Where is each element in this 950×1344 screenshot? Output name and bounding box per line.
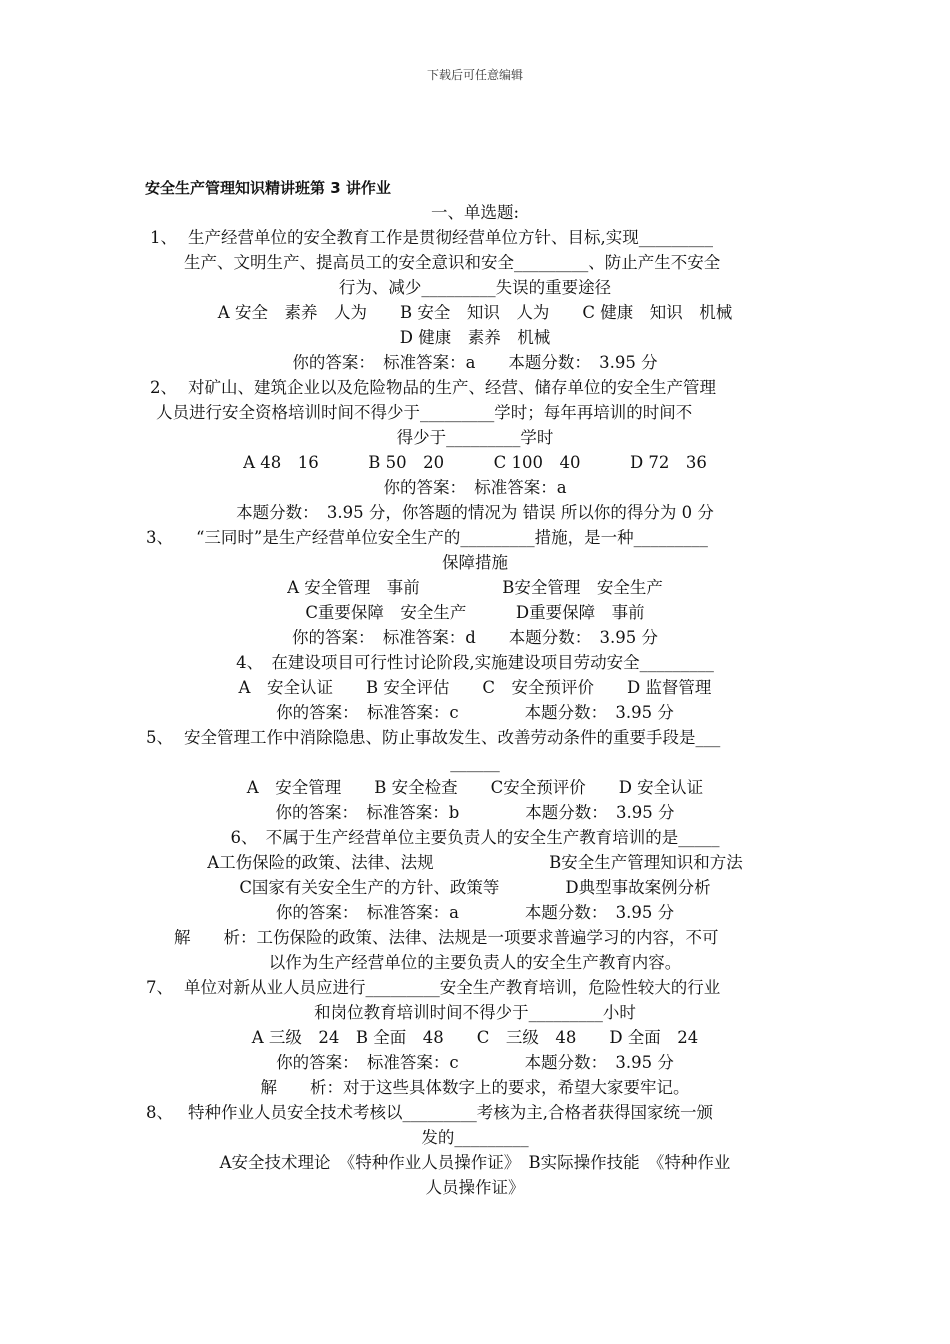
explanation: 解 析：对于这些具体数字上的要求，希望大家要牢记。 <box>260 1078 690 1097</box>
question-2 <box>140 375 810 400</box>
question-1 <box>140 225 810 250</box>
question-text: ______ <box>450 753 500 772</box>
question-text: “三同时”是生产经营单位安全生产的_________措施，是一种_________ <box>196 528 708 547</box>
question-text: 人员进行安全资格培训时间不得少于_________学时；每年再培训的时间不 <box>156 403 693 422</box>
question-3 <box>140 525 810 550</box>
answer-options: 人员操作证》 <box>425 1178 525 1197</box>
answer-result: 你的答案： 标准答案：a <box>383 478 567 497</box>
answer-result: 你的答案： 标准答案：a 本题分数： 3.95 分 <box>292 353 658 372</box>
section-heading: 一、单选题: <box>430 203 520 222</box>
question-text: 保障措施 <box>442 553 508 572</box>
document-body <box>140 200 810 1200</box>
question-number: 8、 <box>146 1103 173 1122</box>
question-text: 安全管理工作中消除隐患、防止事故发生、改善劳动条件的重要手段是___ <box>184 728 721 747</box>
question-text: 发的_________ <box>421 1128 529 1147</box>
question-number: 1、 <box>150 228 177 247</box>
document-title: 安全生产管理知识精讲班第 3 讲作业 <box>145 179 391 197</box>
question-text: 行为、减少_________失误的重要途径 <box>338 278 612 297</box>
question-text: 生产经营单位的安全教育工作是贯彻经营单位方针、目标,实现_________ <box>188 228 713 247</box>
answer-options: A 安全管理 B 安全检查 C安全预评价 D 安全认证 <box>246 778 704 797</box>
answer-options: A 安全管理 事前 B安全管理 安全生产 <box>287 578 663 597</box>
answer-result: 你的答案： 标准答案：a 本题分数： 3.95 分 <box>275 903 675 922</box>
answer-options: C国家有关安全生产的方针、政策等 D典型事故案例分析 <box>239 878 711 897</box>
question-4: 4、 在建设项目可行性讨论阶段,实施建设项目劳动安全_________ <box>236 653 714 672</box>
answer-options: A工伤保险的政策、法律、法规 B安全生产管理知识和方法 <box>207 853 743 872</box>
question-7 <box>140 975 810 1000</box>
answer-result: 你的答案： 标准答案：b 本题分数： 3.95 分 <box>275 803 675 822</box>
score-result: 本题分数： 3.95 分，你答题的情况为 错误 所以你的得分为 0 分 <box>236 503 714 522</box>
answer-options: A安全技术理论 《特种作业人员操作证》 B实际操作技能 《特种作业 <box>219 1153 731 1172</box>
answer-options: A 安全 素养 人为 B 安全 知识 人为 C 健康 知识 机械 <box>217 303 733 322</box>
question-5 <box>140 725 810 750</box>
answer-result: 你的答案： 标准答案：d 本题分数： 3.95 分 <box>291 628 659 647</box>
question-number: 2、 <box>150 378 177 397</box>
question-6: 6、 不属于生产经营单位主要负责人的安全生产教育培训的是_____ <box>230 828 720 847</box>
question-text: 和岗位教育培训时间不得少于_________小时 <box>314 1003 636 1022</box>
answer-result: 你的答案： 标准答案：c 本题分数： 3.95 分 <box>276 1053 674 1072</box>
explanation: 以作为生产经营单位的主要负责人的安全生产教育内容。 <box>268 953 682 972</box>
answer-result: 你的答案： 标准答案：c 本题分数： 3.95 分 <box>276 703 674 722</box>
question-text: 单位对新从业人员应进行_________安全生产教育培训，危险性较大的行业 <box>184 978 721 997</box>
answer-options: A 三级 24 B 全面 48 C 三级 48 D 全面 24 <box>251 1028 699 1047</box>
page-header: 下载后可任意编辑 <box>426 68 523 82</box>
question-text: 得少于_________学时 <box>396 428 554 447</box>
explanation: 解 析：工伤保险的政策、法律、法规是一项要求普遍学习的内容，不可 <box>174 928 719 947</box>
answer-options: A 安全认证 B 安全评估 C 安全预评价 D 监督管理 <box>238 678 712 697</box>
answer-options: C重要保障 安全生产 D重要保障 事前 <box>305 603 645 622</box>
question-number: 3、 <box>146 528 173 547</box>
question-text: 对矿山、建筑企业以及危险物品的生产、经营、储存单位的安全生产管理 <box>188 378 716 397</box>
question-number: 7、 <box>146 978 173 997</box>
answer-options: A 48 16 B 50 20 C 100 40 D 72 36 <box>243 453 707 472</box>
question-number: 5、 <box>146 728 173 747</box>
question-text: 特种作业人员安全技术考核以_________考核为主,合格者获得国家统一颁 <box>188 1103 713 1122</box>
question-text: 生产、文明生产、提高员工的安全意识和安全_________、防止产生不安全 <box>184 253 721 272</box>
answer-options: D 健康 素养 机械 <box>399 328 551 347</box>
question-8 <box>140 1100 810 1125</box>
